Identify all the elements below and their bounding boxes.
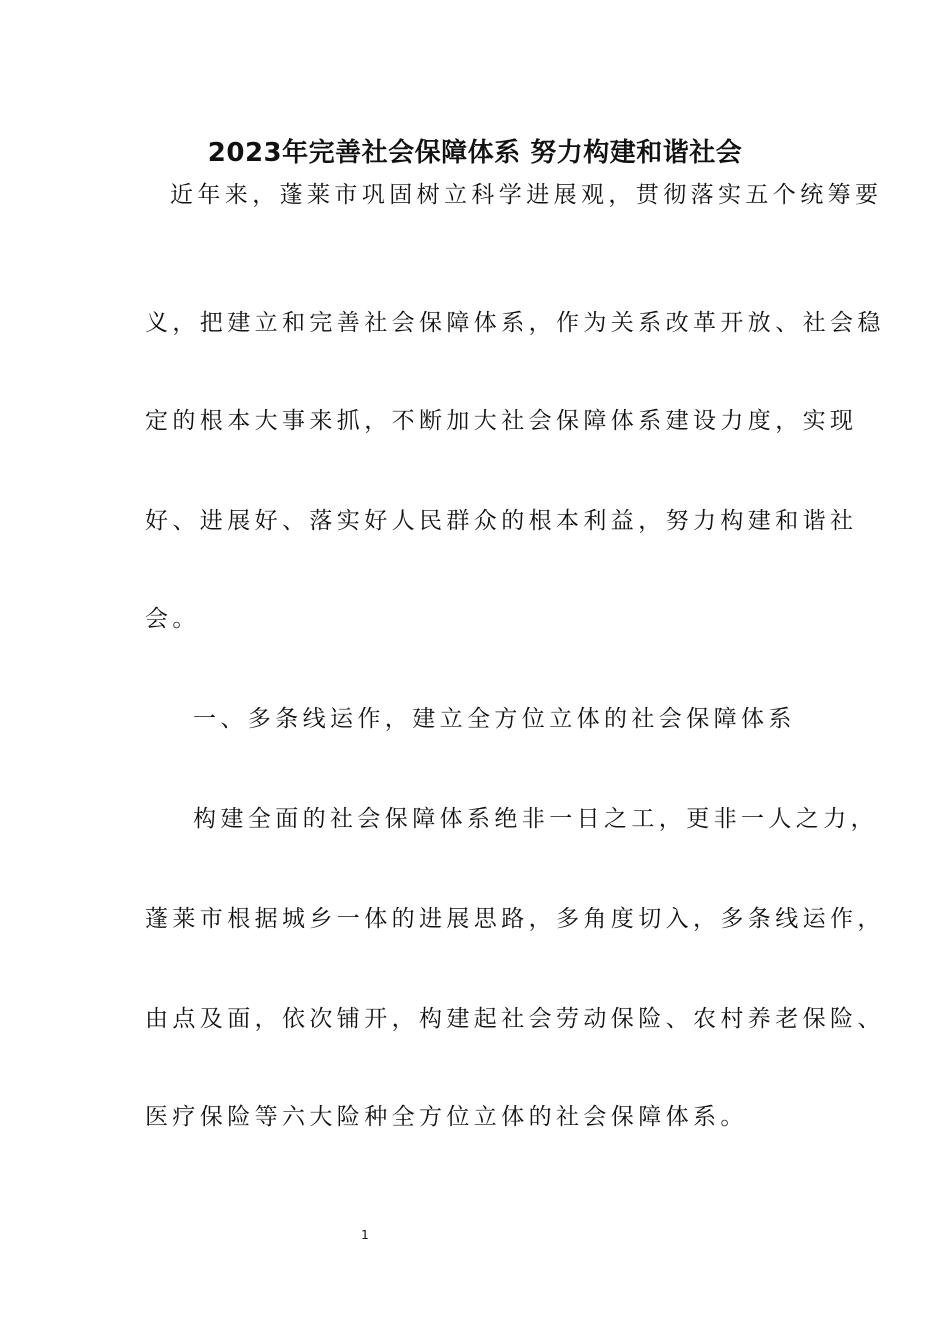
paragraph-line: 会。 (145, 606, 200, 632)
paragraph-line: 蓬莱市根据城乡一体的进展思路，多角度切入，多条线运作， (145, 906, 885, 932)
paragraph-line: 构建全面的社会保障体系绝非一日之工，更非一人之力， (193, 806, 878, 832)
page-number: 1 (361, 1228, 369, 1242)
paragraph-line: 义，把建立和完善社会保障体系，作为关系改革开放、社会稳 (145, 310, 885, 336)
section-heading: 一、多条线运作，建立全方位立体的社会保障体系 (193, 706, 796, 732)
paragraph-line: 近年来，蓬莱市巩固树立科学进展观，贯彻落实五个统筹要 (170, 182, 883, 208)
paragraph-line: 好、进展好、落实好人民群众的根本利益，努力构建和谐社 (145, 508, 858, 534)
paragraph-line: 医疗保险等六大险种全方位立体的社会保障体系。 (145, 1104, 748, 1130)
paragraph-line: 由点及面，依次铺开，构建起社会劳动保险、农村养老保险、 (145, 1006, 885, 1032)
paragraph-line: 定的根本大事来抓，不断加大社会保障体系建设力度，实现 (145, 408, 858, 434)
document-title: 2023年完善社会保障体系 努力构建和谐社会 (207, 138, 743, 168)
